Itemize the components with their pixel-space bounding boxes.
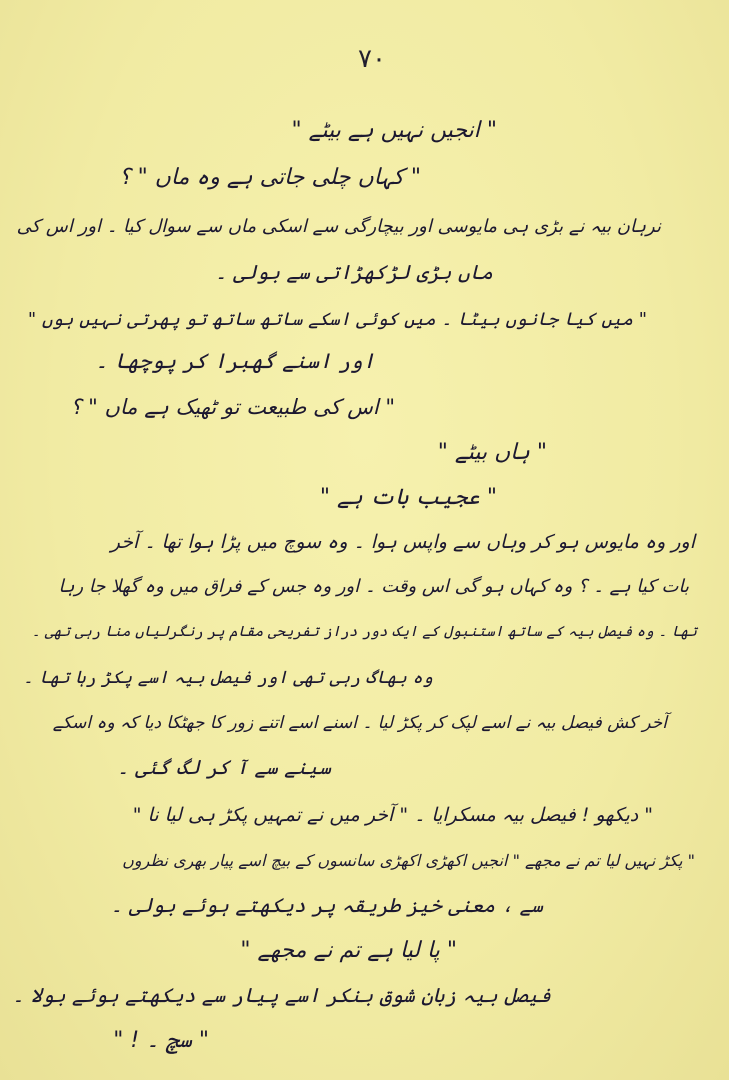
page-number: ۷۰ [358, 44, 386, 74]
text-line-2: " کہاں چلی جاتی ہے وہ ماں " ؟ [118, 165, 421, 190]
text-line-5: " میں کیا جانوں بیٹا ۔ میں کوئی اسکے ساتھ ساتھ تو پھرتی نہیں ہوں " [27, 309, 647, 330]
text-line-17: " پکڑ نہیں لیا تم نے مجھے " انجیں اکھڑی اکھڑی سانسوں کے بیچ اسے پیار بھری نظروں [122, 851, 695, 870]
text-line-8: " ہاں بیٹے " [437, 440, 547, 465]
text-line-19: " پا لیا ہے تم نے مجھے " [240, 938, 457, 963]
text-line-13: وہ بھاگ رہی تھی اور فیصل بیہ اسے پکڑ رہا تھا ۔ [23, 668, 433, 688]
text-line-10: اور وہ مایوس ہو کر وہاں سے واپس ہوا ۔ وہ سوچ میں پڑا ہوا تھا ۔ آخر [110, 531, 695, 553]
text-line-21: " سچ ۔ ! " [113, 1028, 209, 1053]
text-line-15: سینے سے آ کر لگ گئی ۔ [117, 755, 331, 779]
text-line-20: فیصل بیہ زبان شوق بنکر اسے پیار سے دیکھتے ہوئے بولا ۔ [12, 983, 551, 1007]
text-line-4: ماں بڑی لڑکھڑاتی سے بولی ۔ [215, 260, 493, 284]
text-line-3: نرہان بیہ نے بڑی ہی مایوسی اور بیچارگی سے اسکی ماں سے سوال کیا ۔ اور اس کی [16, 216, 661, 237]
text-line-18: سے ، معنی خیز طریقہ پر دیکھتے ہوئے بولی ۔ [110, 893, 543, 917]
text-line-6: اور اسنے گھبرا کر پوچھا ۔ [95, 349, 375, 373]
text-line-1: " انجیں نہیں ہے بیٹے " [291, 118, 497, 143]
text-line-7: " اس کی طبیعت تو ٹھیک ہے ماں " ؟ [70, 395, 395, 419]
text-line-16: " دیکھو ! فیصل بیہ مسکرایا ۔ " آخر میں نے تمہیں پکڑ ہی لیا نا " [132, 804, 653, 826]
text-line-14: آخر کش فیصل بیہ نے اسے لپک کر پکڑ لیا ۔ اسنے اسے اتنے زور کا جھٹکا دیا کہ وہ اسکے [52, 713, 667, 733]
text-line-12: تھا ۔ وہ فیصل بیہ کے ساتھ استنبول کے ایک دور دراز تفریحی مقام پر رنگرلیاں منا رہی تھی ۔ [31, 624, 697, 640]
text-line-9: " عجیب بات ہے " [319, 485, 497, 510]
text-line-11: بات کیا ہے ۔ ؟ وہ کہاں ہو گی اس وقت ۔ اور وہ جس کے فراق میں وہ گھلا جا رہا [58, 576, 689, 597]
